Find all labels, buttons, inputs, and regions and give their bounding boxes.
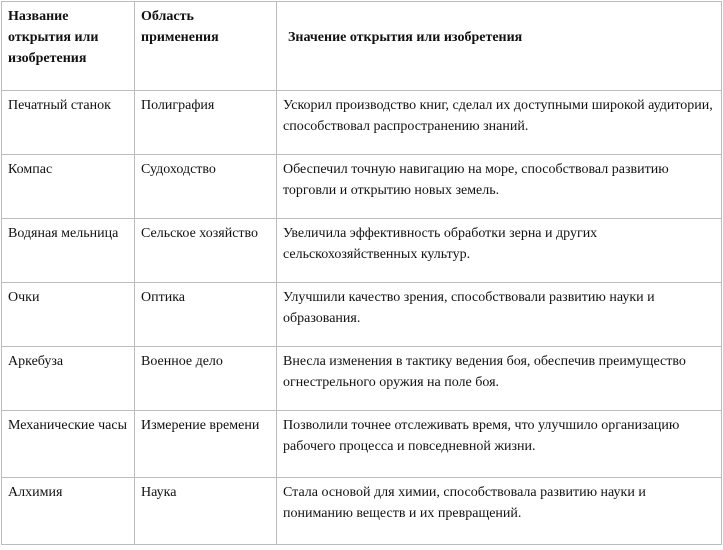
cell-significance: Ускорил производство книг, сделал их доступными широкой аудитории, способствовал распространению знаний. xyxy=(277,91,722,155)
cell-area: Полиграфия xyxy=(135,91,277,155)
inventions-table xyxy=(1,1,722,545)
cell-area: Измерение времени xyxy=(135,411,277,478)
cell-significance: Улучшили качество зрения, способствовали развитию науки и образования. xyxy=(277,283,722,347)
table-row xyxy=(2,155,722,219)
header-invention-name: Название открытия или изобретения xyxy=(2,2,135,91)
cell-invention: Печатный станок xyxy=(2,91,135,155)
cell-significance: Увеличила эффективность обработки зерна и других сельскохозяйственных культур. xyxy=(277,219,722,283)
table-row xyxy=(2,91,722,155)
cell-significance: Внесла изменения в тактику ведения боя, обеспечив преимущество огнестрельного оружия на поле боя. xyxy=(277,347,722,411)
cell-significance: Стала основой для химии, способствовала развитию науки и пониманию веществ и их превращений. xyxy=(277,478,722,545)
cell-invention: Водяная мельница xyxy=(2,219,135,283)
cell-significance: Обеспечил точную навигацию на море, способствовал развитию торговли и открытию новых земель. xyxy=(277,155,722,219)
table-row xyxy=(2,478,722,545)
cell-invention: Механические часы xyxy=(2,411,135,478)
header-application-area: Область применения xyxy=(135,2,277,91)
cell-area: Наука xyxy=(135,478,277,545)
cell-invention: Алхимия xyxy=(2,478,135,545)
cell-area: Сельское хозяйство xyxy=(135,219,277,283)
cell-area: Оптика xyxy=(135,283,277,347)
table-header-row xyxy=(2,2,722,91)
table-row xyxy=(2,411,722,478)
cell-invention: Очки xyxy=(2,283,135,347)
cell-area: Военное дело xyxy=(135,347,277,411)
table-row xyxy=(2,283,722,347)
cell-invention: Аркебуза xyxy=(2,347,135,411)
cell-invention: Компас xyxy=(2,155,135,219)
cell-significance: Позволили точнее отслеживать время, что улучшило организацию рабочего процесса и повседневной жизни. xyxy=(277,411,722,478)
table-row xyxy=(2,219,722,283)
table-row xyxy=(2,347,722,411)
header-significance: Значение открытия или изобретения xyxy=(277,2,722,91)
cell-area: Судоходство xyxy=(135,155,277,219)
